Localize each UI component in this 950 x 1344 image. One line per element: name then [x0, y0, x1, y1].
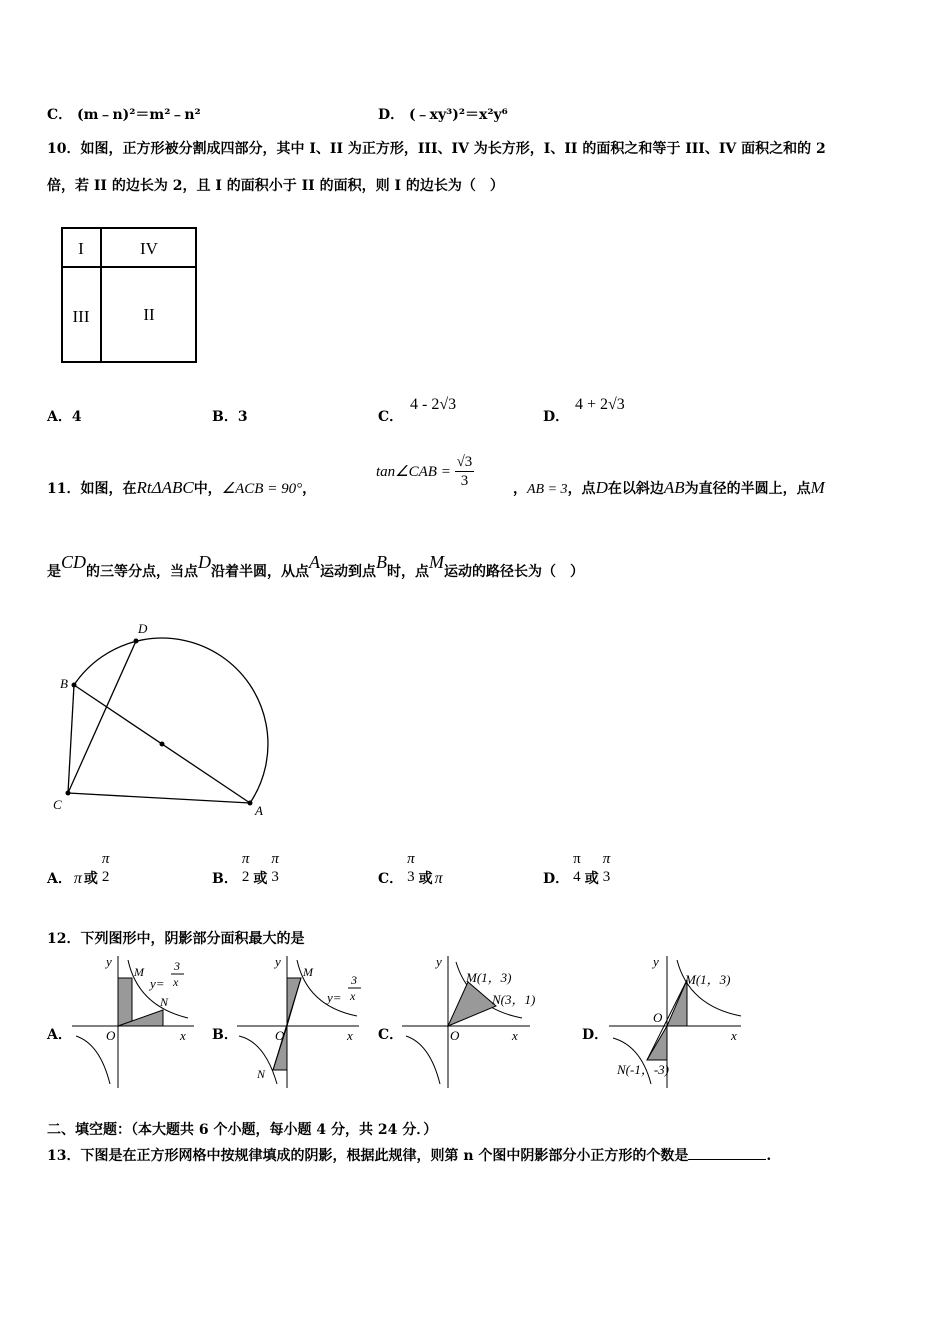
q11-text-7: 为直径的半圆上，点 — [684, 481, 811, 497]
q11-dot-b — [72, 683, 77, 688]
q11-text-5: ，点 — [567, 481, 596, 497]
q11-text-1: 11．如图，在 — [47, 481, 137, 497]
q12a-m-label: M — [134, 965, 144, 979]
q11-point-m2: M — [429, 552, 445, 572]
q11-tan-expression — [376, 453, 474, 490]
q12c-x-label: x — [512, 1028, 518, 1043]
q11-fig-label-a: A — [255, 803, 263, 818]
q10-option-c — [378, 406, 403, 426]
q12a-fn-label: y= — [150, 976, 165, 991]
q11-fig-label-c: C — [53, 797, 62, 812]
q11-segment-bc — [68, 685, 74, 793]
q11-tan-den: 3 — [460, 473, 469, 489]
q11-option-b-num2: π — [271, 851, 279, 867]
q10-option-c-value: 4 - 2√3 — [410, 396, 457, 413]
q12b-n-label: N — [257, 1067, 266, 1081]
q12a-fn-num: 3 — [174, 959, 180, 973]
q12d-x-label: x — [731, 1028, 737, 1043]
q11-l2-text-c: 沿着半圆，从点 — [211, 564, 310, 580]
q12b-fn-den: x — [350, 989, 356, 1003]
q12c-curve-q3 — [406, 1036, 440, 1084]
q11-point-a: A — [309, 552, 321, 572]
q10-option-a — [47, 406, 82, 426]
q11-option-b-num1: π — [241, 851, 250, 867]
q10-square-figure — [55, 220, 205, 370]
q11-segment-ab: AB — [663, 478, 685, 497]
q11-tan-lhs: tan∠CAB = — [376, 464, 451, 480]
q11-option-d-den2: 3 — [602, 869, 611, 885]
q12-graph-d — [605, 952, 750, 1090]
q11-segment-cd-line — [68, 641, 136, 793]
q11-option-a-den: 2 — [101, 869, 110, 885]
q12a-fn-den: x — [173, 975, 179, 989]
q11-option-d-num1: π — [573, 851, 581, 867]
q11-stem-line2 — [47, 552, 585, 581]
q13-answer-blank[interactable] — [688, 1147, 766, 1160]
q12b-origin-label: O — [275, 1028, 285, 1043]
q12a-shaded-rect — [118, 978, 132, 1026]
q11-option-d-den1: 4 — [573, 869, 581, 885]
q12d-y-label: y — [653, 954, 659, 969]
q12a-x-label: x — [180, 1028, 186, 1043]
q12a-n-label: N — [160, 995, 169, 1009]
q13-end: . — [766, 1148, 772, 1164]
q10-option-b-label: B． — [212, 409, 238, 425]
q12a-curve-q3 — [76, 1036, 110, 1084]
q10-label-ii: II — [143, 305, 155, 324]
q11-option-b-fraction1 — [240, 850, 252, 886]
q11-option-a-num: π — [101, 851, 110, 867]
q11-l2-text-f: 运动的路径长为（ ） — [444, 564, 585, 580]
q11-l2-text-d: 运动到点 — [320, 564, 377, 580]
q11-option-c-num: π — [407, 851, 415, 867]
q11-option-d-num2: π — [602, 851, 611, 867]
q11-option-a-first: π — [73, 870, 82, 887]
q11-option-a-fraction — [100, 850, 112, 886]
q11-point-b: B — [376, 552, 388, 572]
q11-option-a-label: A． — [47, 871, 72, 887]
q11-segment-ca — [68, 793, 250, 803]
q11-option-d-fraction2 — [601, 850, 613, 886]
q11-dot-c — [66, 791, 71, 796]
q11-point-d2: D — [198, 552, 212, 572]
q12-option-d-label: D． — [582, 1027, 609, 1043]
q13-text: 13．下图是在正方形网格中按规律填成的阴影，根据此规律，则第 n 个图中阴影部分小正方形的个数是 — [47, 1148, 689, 1164]
q11-option-b-label: B． — [212, 871, 238, 887]
q11-text-2: 中， — [193, 481, 222, 497]
q9-option-c — [47, 104, 201, 124]
q12c-shaded-triangle — [448, 982, 496, 1026]
q11-text-3: ， — [302, 481, 317, 497]
q11-option-c-fraction — [405, 850, 417, 886]
q12c-y-label: y — [436, 954, 442, 969]
q11-fig-label-d: D — [138, 621, 148, 636]
q11-option-b-den2: 3 — [271, 869, 279, 885]
q10-option-d-value: 4 + 2√3 — [575, 396, 625, 413]
q9-option-d-expr: (﹣xy³)²＝x²y⁶ — [409, 107, 508, 123]
q12b-m-label: M — [303, 965, 313, 979]
q10-option-d — [543, 406, 569, 426]
q9-option-c-expr: (m﹣n)²＝m²﹣n² — [77, 107, 201, 123]
q10-option-a-value: 4 — [71, 409, 82, 425]
q11-point-d: D — [595, 478, 608, 497]
q11-option-b-or: 或 — [253, 871, 268, 887]
q10-label-iii: III — [72, 307, 90, 326]
q11-dot-d — [134, 639, 139, 644]
q12b-x-label: x — [347, 1028, 353, 1043]
q12a-origin-label: O — [106, 1028, 116, 1043]
q11-semicircle-figure — [50, 615, 280, 825]
q11-option-c — [378, 848, 443, 888]
q12d-curve-q3 — [613, 1038, 651, 1084]
q11-option-d — [543, 848, 612, 888]
q12-option-b-label: B． — [212, 1027, 238, 1043]
q12-graph-b — [235, 952, 365, 1090]
q12b-fn-num: 3 — [351, 973, 357, 987]
q11-option-b-fraction2 — [269, 850, 281, 886]
q11-option-c-last: π — [434, 870, 443, 887]
q11-stem-line1-cont — [513, 478, 825, 498]
q12c-m-label: M(1，3) — [466, 970, 512, 985]
q11-option-a-or: 或 — [83, 871, 98, 887]
q11-option-d-fraction1 — [571, 850, 583, 886]
q10-option-a-label: A． — [47, 409, 72, 425]
q10-label-iv: IV — [140, 239, 158, 258]
q12c-n-label: N(3，1) — [492, 992, 536, 1007]
q12-graph-c — [400, 952, 560, 1090]
q12c-origin-label: O — [450, 1028, 460, 1043]
q10-stem-line2: 倍，若 II 的边长为 2，且 I 的面积小于 II 的面积，则 I 的边长为（ ） — [47, 178, 504, 194]
q11-option-d-or: 或 — [584, 871, 599, 887]
q12b-fn-label: y= — [327, 990, 342, 1005]
q11-fig-label-b: B — [60, 676, 68, 691]
q11-option-a — [47, 848, 111, 888]
q11-option-c-label: C． — [378, 871, 404, 887]
q11-l2-text-b: 的三等分点，当点 — [86, 564, 199, 580]
q11-text-4: ， — [513, 481, 527, 497]
q11-ab-value: AB = 3 — [527, 482, 568, 497]
q12d-m-label: M(1，3) — [685, 972, 731, 987]
q11-stem-line1 — [47, 478, 316, 498]
q11-rt-triangle: RtΔABC — [136, 478, 194, 497]
q11-tan-num: √3 — [456, 454, 473, 470]
q10-option-c-label: C． — [378, 409, 404, 425]
q10-option-b-value: 3 — [237, 409, 248, 425]
q10-option-b — [212, 406, 248, 426]
q11-option-c-den: 3 — [407, 869, 415, 885]
q10-stem-line1: 10．如图，正方形被分割成四部分，其中 I、II 为正方形，III、IV 为长方形，I、II 的面积之和等于 III、IV 面积之和的 2 — [47, 141, 826, 157]
q11-option-b — [212, 848, 281, 888]
q9-option-c-label: C． — [47, 107, 73, 123]
q12-stem: 12．下列图形中，阴影部分面积最大的是 — [47, 931, 305, 947]
q11-option-b-den1: 2 — [241, 869, 250, 885]
q12-option-a-label: A． — [47, 1027, 72, 1043]
q12-option-c-label: C． — [378, 1027, 404, 1043]
q12a-y-label: y — [106, 954, 112, 969]
q10-label-i: I — [78, 239, 84, 258]
q11-dot-a — [248, 801, 253, 806]
q9-option-d — [378, 104, 508, 124]
q11-tan-fraction — [455, 453, 475, 490]
q9-option-d-label: D． — [378, 107, 405, 123]
q11-angle: ∠ACB = 90° — [221, 481, 303, 497]
q12-graph-a — [70, 952, 200, 1090]
section2-title: 二、填空题：（本大题共 6 个小题，每小题 4 分，共 24 分．） — [47, 1122, 438, 1138]
q11-option-d-label: D． — [543, 871, 570, 887]
q12d-origin-label: O — [653, 1010, 663, 1025]
q11-semicircle-arc — [74, 638, 268, 803]
q11-option-c-or: 或 — [418, 871, 433, 887]
q11-point-m: M — [810, 478, 825, 497]
q11-segment-cd: CD — [61, 552, 87, 572]
q10-option-d-label: D． — [543, 409, 570, 425]
q13-stem — [47, 1145, 771, 1165]
q11-l2-text-e: 时，点 — [387, 564, 430, 580]
q12b-y-label: y — [275, 954, 281, 969]
q11-text-6: 在以斜边 — [607, 481, 664, 497]
q12d-n-label: N(-1，-3) — [617, 1062, 669, 1077]
q11-dot-center — [160, 742, 165, 747]
q11-l2-text-a: 是 — [47, 564, 61, 580]
